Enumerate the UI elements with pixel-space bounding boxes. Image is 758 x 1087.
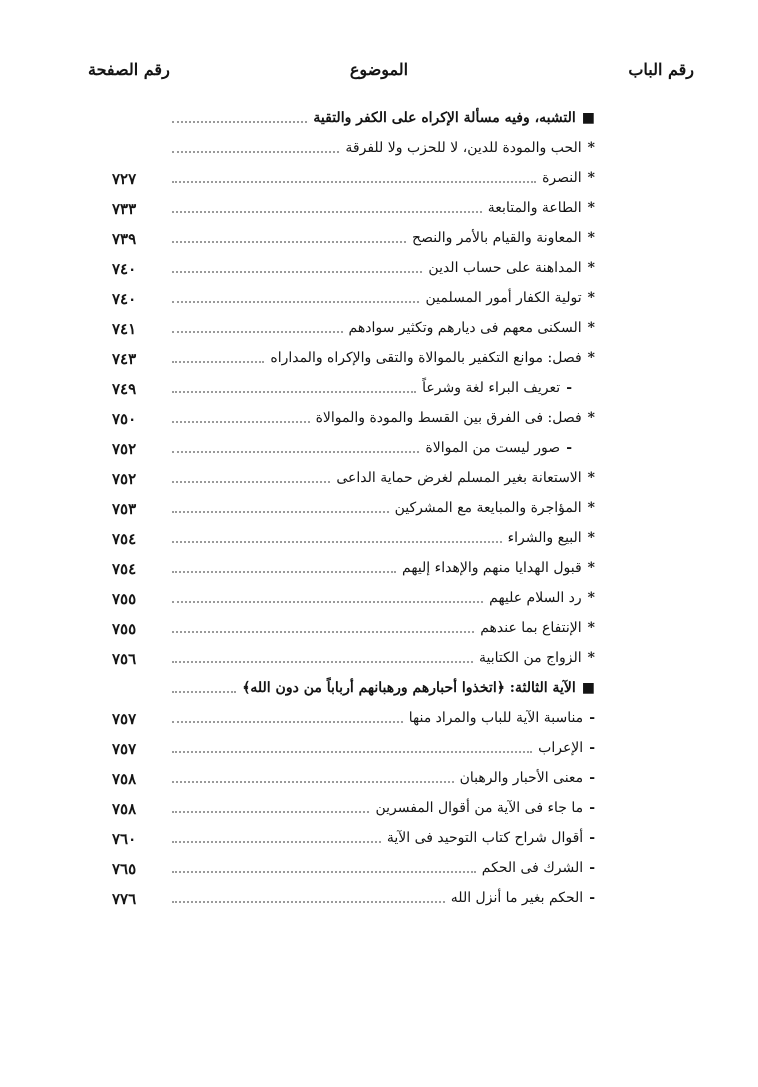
toc-entry-title	[307, 110, 595, 126]
dot-leader	[172, 811, 369, 813]
toc-entry	[0, 824, 758, 854]
toc-entry-title	[536, 170, 595, 186]
toc-entry-marker: *	[587, 350, 595, 366]
toc-entry	[0, 314, 758, 344]
dot-leader	[172, 481, 330, 483]
toc-entry-title	[474, 620, 595, 636]
toc-entry-page: ٧٥٨	[112, 800, 137, 818]
toc-entry-page: ٧٥٧	[112, 740, 137, 758]
toc-entry	[0, 284, 758, 314]
toc-entry-marker: -	[589, 740, 595, 756]
toc-entry-marker: *	[587, 290, 595, 306]
toc-entry	[0, 854, 758, 884]
toc-entry	[0, 254, 758, 284]
toc-entry	[0, 404, 758, 434]
toc-entry-text: فصل: موانع التكفير بالموالاة والتقى والإكراه والمداراه	[270, 350, 582, 366]
toc-entry-text: الاستعانة بغير المسلم لغرض حماية الداعى	[336, 470, 582, 486]
toc-entry-title	[532, 740, 595, 756]
toc-entry-title	[330, 470, 595, 486]
toc-entry-page: ٧٥٤	[112, 530, 137, 548]
dot-leader	[172, 841, 381, 843]
toc-entry-marker: *	[587, 200, 595, 216]
toc-entry-marker: *	[587, 500, 595, 516]
toc-entry	[0, 224, 758, 254]
toc-entry-page: ٧٥٤	[112, 560, 137, 578]
dot-leader	[172, 301, 419, 303]
toc-entry-marker: ■	[581, 680, 595, 696]
toc-entry-text: الشرك فى الحكم	[481, 860, 584, 876]
toc-entry-marker: *	[587, 470, 595, 486]
toc-entry-page: ٧٣٣	[112, 200, 137, 218]
toc-entry	[0, 734, 758, 764]
toc-entry-title	[389, 500, 595, 516]
toc-entry-title	[419, 290, 595, 306]
toc-entry-page: ٧٤١	[112, 320, 137, 338]
toc-entry	[0, 524, 758, 554]
dot-leader	[172, 601, 483, 603]
toc-entry-text: تولية الكفار أمور المسلمين	[425, 290, 582, 306]
dot-leader	[172, 781, 454, 783]
toc-entry	[0, 374, 758, 404]
toc-entry	[0, 794, 758, 824]
dot-leader	[172, 391, 416, 393]
toc-entry-text: المعاونة والقيام بالأمر والنصح	[412, 230, 582, 246]
toc-entry-text: البيع والشراء	[507, 530, 582, 546]
toc-entry-text: المداهنة على حساب الدين	[428, 260, 582, 276]
toc-entry-marker: -	[589, 800, 595, 816]
toc-entry-text: ما جاء فى الآية من أقوال المفسرين	[375, 800, 584, 816]
toc-entry	[0, 494, 758, 524]
toc-entry-text: الإعراب	[538, 740, 584, 756]
toc-entry-text: التشبه، وفيه مسألة الإكراه على الكفر والتقية	[313, 110, 576, 126]
toc-entry	[0, 554, 758, 584]
toc-entry-marker: *	[587, 170, 595, 186]
toc-entry-marker: -	[589, 860, 595, 876]
toc-entry-page: ٧٣٩	[112, 230, 137, 248]
toc-entry-text: الآية الثالثة: ﴿اتخذوا أحبارهم ورهبانهم أرباباً من دون الله﴾	[242, 680, 576, 696]
toc-entry-text: معنى الأحبار والرهبان	[459, 770, 584, 786]
toc-entry-text: النصرة	[542, 170, 582, 186]
toc-entry-text: فصل: فى الفرق بين القسط والمودة والموالاة	[315, 410, 582, 426]
toc-entry-title	[343, 320, 595, 336]
toc-entry-title	[381, 830, 595, 846]
toc-entry-marker: -	[589, 770, 595, 786]
toc-entry-page: ٧٤٣	[112, 350, 137, 368]
toc-entry-page: ٧٥٧	[112, 710, 137, 728]
toc-entry-page: ٧٤٩	[112, 380, 137, 398]
toc-entry-title	[396, 560, 595, 576]
toc-entry-title	[339, 140, 595, 156]
dot-leader	[172, 541, 502, 543]
toc-entry	[0, 134, 758, 164]
toc-entry-marker: *	[587, 140, 595, 156]
dot-leader	[172, 901, 445, 903]
toc-entry	[0, 764, 758, 794]
toc-entry-page: ٧٥٨	[112, 770, 137, 788]
toc-entry-marker: -	[566, 380, 572, 396]
toc-entry-text: الحكم بغير ما أنزل الله	[450, 890, 584, 906]
toc-entry-text: الإنتفاع بما عندهم	[480, 620, 582, 636]
toc-entry-page: ٧٥٣	[112, 500, 137, 518]
toc-entry-page: ٧٤٠	[112, 290, 137, 308]
toc-entry-marker: *	[587, 530, 595, 546]
toc-entry-marker: *	[587, 650, 595, 666]
toc-entry-title	[403, 710, 595, 726]
toc-entry-text: مناسبة الآية للباب والمراد منها	[408, 710, 584, 726]
dot-leader	[172, 241, 406, 243]
toc-entry	[0, 644, 758, 674]
page-number-heading: رقم الصفحة	[88, 60, 170, 79]
toc-entry-page: ٧٦٠	[112, 830, 137, 848]
dot-leader	[172, 121, 307, 123]
toc-entry-text: تعريف البراء لغة وشرعاً	[422, 380, 561, 396]
dot-leader	[172, 451, 419, 453]
dot-leader	[172, 691, 236, 693]
toc-entry-marker: -	[589, 890, 595, 906]
toc-entry-text: أقوال شراح كتاب التوحيد فى الآية	[386, 830, 584, 846]
dot-leader	[172, 421, 310, 423]
topic-heading: الموضوع	[349, 60, 409, 79]
toc-entry	[0, 704, 758, 734]
dot-leader	[172, 271, 422, 273]
toc-entry-marker: *	[587, 590, 595, 606]
dot-leader	[172, 511, 389, 513]
toc-entry	[0, 434, 758, 464]
toc-entry	[0, 464, 758, 494]
toc-entry-title	[454, 770, 595, 786]
toc-entry-title	[236, 680, 595, 696]
toc-entry	[0, 674, 758, 704]
toc-entry-marker: *	[587, 230, 595, 246]
toc-entry-page: ٧٥٠	[112, 410, 137, 428]
toc-entry-page: ٧٧٦	[112, 890, 137, 908]
toc-entry-title	[416, 380, 572, 396]
toc-entry-page: ٧٤٠	[112, 260, 137, 278]
toc-entry-marker: -	[589, 710, 595, 726]
toc-entry-title	[406, 230, 595, 246]
toc-entry	[0, 584, 758, 614]
toc-list	[0, 104, 758, 914]
toc-entry-marker: *	[587, 410, 595, 426]
toc-entry-marker: ■	[581, 110, 595, 126]
toc-entry-page: ٧٥٢	[112, 470, 137, 488]
dot-leader	[172, 211, 482, 213]
toc-entry-page: ٧٥٥	[112, 620, 137, 638]
toc-entry	[0, 104, 758, 134]
toc-entry-text: المؤاجرة والمبايعة مع المشركين	[394, 500, 582, 516]
toc-entry-text: رد السلام عليهم	[489, 590, 582, 606]
toc-entry-text: صور ليست من الموالاة	[425, 440, 561, 456]
toc-entry	[0, 164, 758, 194]
toc-entry-title	[482, 200, 595, 216]
toc-entry-title	[422, 260, 595, 276]
toc-entry-title	[264, 350, 595, 366]
dot-leader	[172, 151, 339, 153]
dot-leader	[172, 181, 536, 183]
toc-entry-page: ٧٥٦	[112, 650, 137, 668]
chapter-number-heading: رقم الباب	[628, 60, 694, 79]
toc-entry	[0, 344, 758, 374]
toc-entry-text: الطاعة والمتابعة	[487, 200, 582, 216]
toc-entry-title	[369, 800, 595, 816]
toc-entry	[0, 194, 758, 224]
toc-entry	[0, 614, 758, 644]
dot-leader	[172, 361, 264, 363]
toc-entry-marker: *	[587, 260, 595, 276]
dot-leader	[172, 661, 473, 663]
column-header	[0, 60, 758, 90]
toc-entry-text: السكنى معهم فى ديارهم وتكثير سوادهم	[348, 320, 582, 336]
toc-entry-title	[445, 890, 595, 906]
dot-leader	[172, 751, 532, 753]
dot-leader	[172, 721, 403, 723]
toc-entry-marker: *	[587, 320, 595, 336]
dot-leader	[172, 331, 343, 333]
toc-entry-page: ٧٦٥	[112, 860, 137, 878]
toc-entry-title	[502, 530, 595, 546]
dot-leader	[172, 631, 474, 633]
toc-entry-marker: *	[587, 620, 595, 636]
toc-entry-title	[310, 410, 595, 426]
toc-entry-text: الحب والمودة للدين، لا للحزب ولا للفرقة	[345, 140, 582, 156]
toc-entry-text: قبول الهدايا منهم والإهداء إليهم	[402, 560, 582, 576]
toc-entry-text: الزواج من الكتابية	[479, 650, 582, 666]
toc-entry-title	[476, 860, 595, 876]
dot-leader	[172, 871, 476, 873]
toc-entry-marker: -	[589, 830, 595, 846]
dot-leader	[172, 571, 396, 573]
toc-entry	[0, 884, 758, 914]
toc-entry-title	[483, 590, 595, 606]
toc-entry-marker: *	[587, 560, 595, 576]
toc-entry-title	[419, 440, 572, 456]
toc-entry-page: ٧٥٢	[112, 440, 137, 458]
toc-entry-page: ٧٥٥	[112, 590, 137, 608]
toc-entry-page: ٧٢٧	[112, 170, 137, 188]
toc-entry-marker: -	[566, 440, 572, 456]
toc-entry-title	[473, 650, 595, 666]
